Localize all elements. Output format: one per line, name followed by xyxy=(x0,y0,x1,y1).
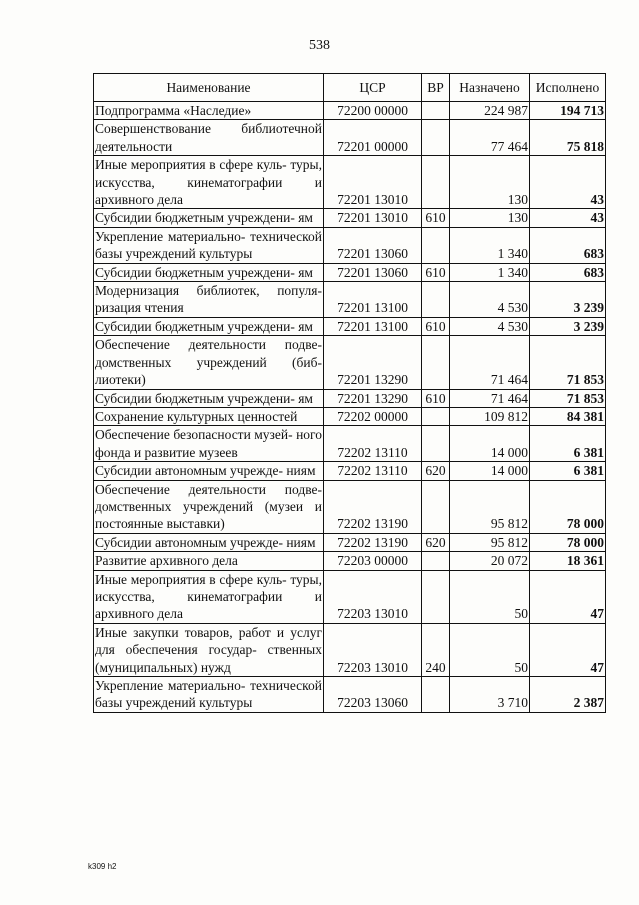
row-assigned: 95 812 xyxy=(450,480,530,533)
row-csr: 72202 13110 xyxy=(324,426,422,462)
row-assigned: 50 xyxy=(450,570,530,623)
row-name: Сохранение культурных ценностей xyxy=(94,407,324,425)
row-executed: 3 239 xyxy=(530,317,606,335)
table-row xyxy=(94,336,606,389)
row-executed: 47 xyxy=(530,623,606,676)
row-vr xyxy=(422,156,450,209)
footer-code: k309 h2 xyxy=(88,862,117,871)
row-csr: 72202 13190 xyxy=(324,533,422,551)
table-row xyxy=(94,623,606,676)
row-vr xyxy=(422,570,450,623)
table-row xyxy=(94,552,606,570)
row-name: Развитие архивного дела xyxy=(94,552,324,570)
row-csr: 72201 13010 xyxy=(324,209,422,227)
table-row xyxy=(94,462,606,480)
row-assigned: 20 072 xyxy=(450,552,530,570)
row-csr: 72202 13190 xyxy=(324,480,422,533)
row-vr: 610 xyxy=(422,209,450,227)
row-executed: 78 000 xyxy=(530,480,606,533)
row-assigned: 71 464 xyxy=(450,389,530,407)
table-row xyxy=(94,533,606,551)
row-vr: 240 xyxy=(422,623,450,676)
table-row xyxy=(94,570,606,623)
row-executed: 71 853 xyxy=(530,336,606,389)
table-header-row xyxy=(94,74,606,102)
row-executed: 6 381 xyxy=(530,462,606,480)
row-vr xyxy=(422,336,450,389)
row-executed: 194 713 xyxy=(530,102,606,120)
row-vr xyxy=(422,552,450,570)
row-assigned: 109 812 xyxy=(450,407,530,425)
table-row xyxy=(94,480,606,533)
row-executed: 18 361 xyxy=(530,552,606,570)
row-executed: 6 381 xyxy=(530,426,606,462)
row-assigned: 130 xyxy=(450,156,530,209)
row-csr: 72201 13290 xyxy=(324,389,422,407)
row-csr: 72201 13060 xyxy=(324,227,422,263)
row-assigned: 50 xyxy=(450,623,530,676)
row-executed: 43 xyxy=(530,156,606,209)
row-csr: 72203 13060 xyxy=(324,677,422,713)
row-assigned: 224 987 xyxy=(450,102,530,120)
row-assigned: 4 530 xyxy=(450,282,530,318)
row-executed: 71 853 xyxy=(530,389,606,407)
header-assigned: Назначено xyxy=(450,74,530,102)
row-csr: 72202 00000 xyxy=(324,407,422,425)
row-assigned: 95 812 xyxy=(450,533,530,551)
row-executed: 3 239 xyxy=(530,282,606,318)
row-vr: 610 xyxy=(422,317,450,335)
header-name: Наименование xyxy=(94,74,324,102)
row-vr: 620 xyxy=(422,462,450,480)
header-vr: ВР xyxy=(422,74,450,102)
row-assigned: 77 464 xyxy=(450,120,530,156)
row-name: Субсидии бюджетным учреждени- ям xyxy=(94,209,324,227)
table-row xyxy=(94,156,606,209)
row-vr xyxy=(422,282,450,318)
table-row xyxy=(94,263,606,281)
row-executed: 2 387 xyxy=(530,677,606,713)
table-row xyxy=(94,677,606,713)
row-csr: 72200 00000 xyxy=(324,102,422,120)
row-csr: 72203 13010 xyxy=(324,623,422,676)
row-csr: 72203 13010 xyxy=(324,570,422,623)
row-name: Обеспечение деятельности подве- домственных учреждений (музеи и постоянные выставки) xyxy=(95,481,322,532)
row-executed: 683 xyxy=(530,227,606,263)
row-name: Субсидии бюджетным учреждени- ям xyxy=(94,389,324,407)
row-csr: 72202 13110 xyxy=(324,462,422,480)
row-csr: 72201 13010 xyxy=(324,156,422,209)
table-row xyxy=(94,102,606,120)
row-csr: 72201 13060 xyxy=(324,263,422,281)
row-csr: 72201 13100 xyxy=(324,317,422,335)
row-assigned: 1 340 xyxy=(450,227,530,263)
row-csr: 72203 00000 xyxy=(324,552,422,570)
row-assigned: 1 340 xyxy=(450,263,530,281)
row-name: Совершенствование библиотечной деятельности xyxy=(95,121,322,154)
row-name: Обеспечение деятельности подве- домственных учреждений (биб- лиотеки) xyxy=(95,337,322,388)
row-vr xyxy=(422,102,450,120)
row-vr: 620 xyxy=(422,533,450,551)
budget-table xyxy=(93,73,606,713)
row-name: Подпрограмма «Наследие» xyxy=(94,102,324,120)
row-name: Иные закупки товаров, работ и услуг для обеспечения государ- ственных (муниципальных) нужд xyxy=(95,624,322,675)
table-row xyxy=(94,426,606,462)
row-vr xyxy=(422,407,450,425)
row-name: Модернизация библиотек, популя- ризация чтения xyxy=(95,283,322,316)
row-executed: 78 000 xyxy=(530,533,606,551)
row-assigned: 71 464 xyxy=(450,336,530,389)
row-assigned: 14 000 xyxy=(450,462,530,480)
row-csr: 72201 13290 xyxy=(324,336,422,389)
row-name: Иные мероприятия в сфере куль- туры, искусства, кинематографии и архивного дела xyxy=(95,157,322,208)
row-executed: 75 818 xyxy=(530,120,606,156)
header-csr: ЦСР xyxy=(324,74,422,102)
row-name: Иные мероприятия в сфере куль- туры, искусства, кинематографии и архивного дела xyxy=(95,571,322,622)
table-row xyxy=(94,407,606,425)
row-name: Обеспечение безопасности музей- ного фонда и развитие музеев xyxy=(95,427,322,460)
row-executed: 683 xyxy=(530,263,606,281)
row-vr xyxy=(422,426,450,462)
table-row xyxy=(94,120,606,156)
row-vr: 610 xyxy=(422,389,450,407)
row-assigned: 14 000 xyxy=(450,426,530,462)
header-executed: Исполнено xyxy=(530,74,606,102)
table-row xyxy=(94,282,606,318)
row-name: Субсидии автономным учрежде- ниям xyxy=(94,533,324,551)
table-row xyxy=(94,209,606,227)
row-name: Укрепление материально- технической базы учреждений культуры xyxy=(95,228,322,262)
table-row xyxy=(94,389,606,407)
row-vr xyxy=(422,480,450,533)
row-executed: 84 381 xyxy=(530,407,606,425)
table-row xyxy=(94,317,606,335)
row-name: Субсидии бюджетным учреждени- ям xyxy=(94,263,324,281)
table-row xyxy=(94,227,606,263)
row-vr xyxy=(422,120,450,156)
row-executed: 43 xyxy=(530,209,606,227)
row-executed: 47 xyxy=(530,570,606,623)
row-assigned: 130 xyxy=(450,209,530,227)
row-csr: 72201 00000 xyxy=(324,120,422,156)
row-csr: 72201 13100 xyxy=(324,282,422,318)
row-assigned: 3 710 xyxy=(450,677,530,713)
row-assigned: 4 530 xyxy=(450,317,530,335)
row-vr: 610 xyxy=(422,263,450,281)
page-number: 538 xyxy=(309,38,330,53)
row-vr xyxy=(422,677,450,713)
row-vr xyxy=(422,227,450,263)
row-name: Субсидии бюджетным учреждени- ям xyxy=(94,317,324,335)
row-name: Укрепление материально- технической базы учреждений культуры xyxy=(95,678,322,711)
row-name: Субсидии автономным учрежде- ниям xyxy=(94,462,324,480)
